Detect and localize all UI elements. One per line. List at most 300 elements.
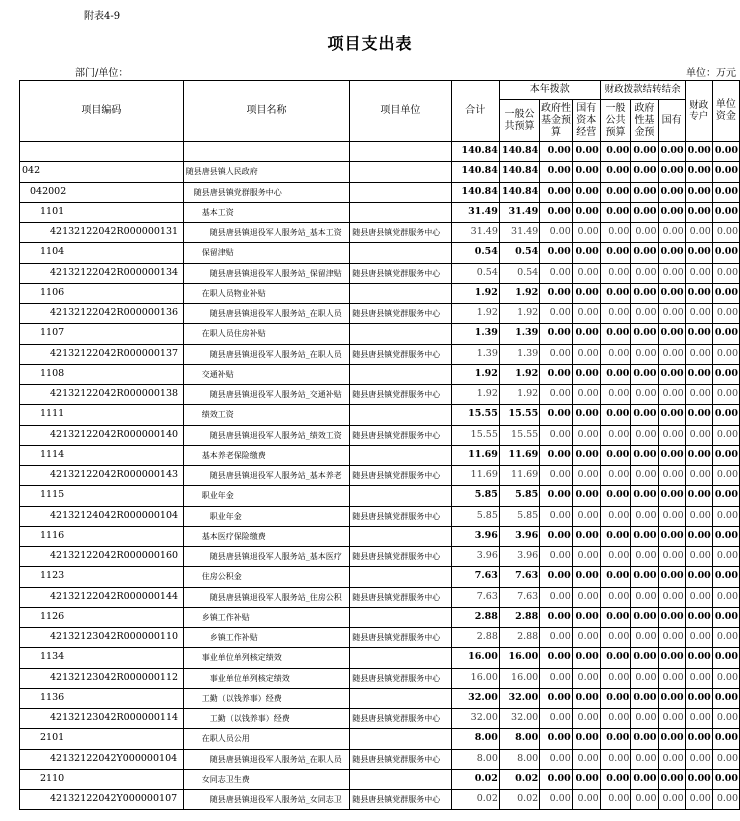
- amount-cell: 0.00: [685, 607, 712, 627]
- project-code-cell: 42132122042R000000138: [20, 385, 184, 405]
- amount-cell: 0.00: [658, 749, 685, 769]
- amount-cell: 0.00: [685, 142, 712, 162]
- header-code: 项目编码: [20, 81, 184, 142]
- amount-cell: 0.00: [600, 607, 631, 627]
- project-name-cell: 随县唐县镇党群服务中心: [183, 182, 350, 202]
- amount-cell: 0.00: [572, 729, 600, 749]
- amount-cell: 0.00: [658, 223, 685, 243]
- amount-cell: 0.00: [712, 142, 739, 162]
- project-code-cell: 42132122042R000000143: [20, 466, 184, 486]
- project-org-cell: [350, 283, 451, 303]
- amount-cell: 0.00: [540, 526, 573, 546]
- project-code-cell: [20, 142, 184, 162]
- amount-cell: 0.00: [631, 364, 658, 384]
- page-title: 项目支出表: [327, 34, 413, 53]
- amount-cell: 0.00: [685, 668, 712, 688]
- amount-cell: 0.00: [712, 425, 739, 445]
- project-code-cell: 1136: [20, 688, 184, 708]
- amount-cell: 0.00: [572, 506, 600, 526]
- table-row: [20, 405, 740, 425]
- amount-cell: 140.84: [499, 182, 539, 202]
- amount-cell: 0.00: [600, 202, 631, 222]
- amount-cell: 0.00: [685, 364, 712, 384]
- project-org-cell: 随县唐县镇党群服务中心: [350, 668, 451, 688]
- amount-cell: 0.00: [572, 466, 600, 486]
- project-code-cell: 42132122042R000000136: [20, 304, 184, 324]
- amount-cell: 0.00: [540, 668, 573, 688]
- project-name-cell: 随县唐县镇退役军人服务站_基本养老: [183, 466, 350, 486]
- amount-cell: 0.00: [685, 223, 712, 243]
- amount-cell: 31.49: [499, 202, 539, 222]
- table-row: [20, 526, 740, 546]
- amount-cell: 0.00: [712, 790, 739, 810]
- amount-cell: 0.00: [712, 648, 739, 668]
- amount-cell: 0.00: [572, 769, 600, 789]
- amount-cell: 0.00: [658, 243, 685, 263]
- amount-cell: 0.00: [600, 324, 631, 344]
- amount-cell: 5.85: [451, 486, 499, 506]
- amount-cell: 8.00: [499, 749, 539, 769]
- project-code-cell: 42132122042R000000160: [20, 547, 184, 567]
- project-org-cell: [350, 486, 451, 506]
- amount-cell: 0.00: [540, 729, 573, 749]
- project-code-cell: 42132122042R000000134: [20, 263, 184, 283]
- amount-cell: 0.00: [572, 304, 600, 324]
- project-name-cell: 在职人员公用: [183, 729, 350, 749]
- project-org-cell: [350, 729, 451, 749]
- amount-cell: 0.00: [631, 709, 658, 729]
- amount-cell: 5.85: [499, 506, 539, 526]
- amount-cell: 0.00: [685, 162, 712, 182]
- project-org-cell: [350, 769, 451, 789]
- amount-cell: 0.00: [631, 142, 658, 162]
- amount-cell: 0.00: [631, 486, 658, 506]
- table-row: [20, 506, 740, 526]
- project-org-cell: [350, 243, 451, 263]
- amount-cell: 0.00: [658, 202, 685, 222]
- amount-cell: 0.00: [572, 709, 600, 729]
- amount-cell: 0.00: [631, 466, 658, 486]
- amount-cell: 0.00: [658, 425, 685, 445]
- amount-cell: 0.00: [685, 790, 712, 810]
- header-org: 项目单位: [350, 81, 451, 142]
- amount-cell: 0.00: [540, 385, 573, 405]
- project-name-cell: 女同志卫生费: [183, 769, 350, 789]
- header-current-year: 本年拨款: [499, 81, 600, 100]
- amount-cell: 11.69: [499, 445, 539, 465]
- project-code-cell: 1106: [20, 283, 184, 303]
- amount-cell: 0.00: [658, 142, 685, 162]
- project-org-cell: 随县唐县镇党群服务中心: [350, 466, 451, 486]
- project-code-cell: 42132123042R000000112: [20, 668, 184, 688]
- project-name-cell: 随县唐县镇退役军人服务站_女同志卫: [183, 790, 350, 810]
- amount-cell: 0.00: [540, 749, 573, 769]
- amount-cell: 0.00: [712, 283, 739, 303]
- project-org-cell: 随县唐县镇党群服务中心: [350, 709, 451, 729]
- amount-cell: 0.00: [600, 425, 631, 445]
- amount-cell: 0.00: [685, 769, 712, 789]
- amount-cell: 0.00: [712, 688, 739, 708]
- amount-cell: 0.00: [712, 466, 739, 486]
- project-name-cell: 绩效工资: [183, 405, 350, 425]
- project-expenditure-table: [19, 80, 740, 810]
- amount-cell: 0.00: [600, 790, 631, 810]
- table-row: [20, 162, 740, 182]
- amount-cell: 0.00: [600, 223, 631, 243]
- project-org-cell: [350, 607, 451, 627]
- amount-cell: 0.00: [658, 182, 685, 202]
- table-row: [20, 243, 740, 263]
- amount-cell: 5.85: [499, 486, 539, 506]
- project-code-cell: 1108: [20, 364, 184, 384]
- project-code-cell: 1101: [20, 202, 184, 222]
- table-row: [20, 769, 740, 789]
- project-name-cell: 乡镇工作补贴: [183, 607, 350, 627]
- table-row: [20, 466, 740, 486]
- amount-cell: 1.39: [499, 324, 539, 344]
- amount-cell: 0.02: [499, 769, 539, 789]
- amount-cell: 0.00: [540, 628, 573, 648]
- header-unit-funds: 单位资金: [712, 81, 739, 142]
- project-code-cell: 42132123042R000000114: [20, 709, 184, 729]
- amount-cell: 0.00: [685, 709, 712, 729]
- header-special-account: 财政专户: [685, 81, 712, 142]
- amount-cell: 0.00: [712, 344, 739, 364]
- project-code-cell: 2101: [20, 729, 184, 749]
- amount-cell: 0.00: [572, 324, 600, 344]
- amount-cell: 16.00: [451, 668, 499, 688]
- amount-cell: 0.00: [712, 547, 739, 567]
- amount-cell: 0.00: [712, 526, 739, 546]
- amount-cell: 7.63: [451, 567, 499, 587]
- amount-cell: 0.00: [600, 769, 631, 789]
- table-header: [20, 81, 740, 142]
- amount-cell: 0.00: [600, 405, 631, 425]
- header-carryover-state: 国有: [658, 100, 685, 142]
- amount-cell: 31.49: [451, 202, 499, 222]
- amount-cell: 1.92: [499, 364, 539, 384]
- table-body: [20, 142, 740, 810]
- project-code-cell: 2110: [20, 769, 184, 789]
- amount-cell: 0.00: [540, 567, 573, 587]
- amount-cell: 0.00: [712, 709, 739, 729]
- amount-cell: 0.00: [572, 162, 600, 182]
- project-org-cell: 随县唐县镇党群服务中心: [350, 385, 451, 405]
- amount-cell: 0.00: [658, 405, 685, 425]
- table-row: [20, 628, 740, 648]
- project-org-cell: [350, 364, 451, 384]
- amount-cell: 0.00: [658, 668, 685, 688]
- amount-cell: 1.92: [499, 385, 539, 405]
- amount-cell: 0.00: [685, 243, 712, 263]
- amount-cell: 140.84: [451, 142, 499, 162]
- amount-cell: 1.92: [451, 364, 499, 384]
- project-name-cell: 基本养老保险缴费: [183, 445, 350, 465]
- header-state-capital: 国有资本经营: [572, 100, 600, 142]
- amount-cell: 0.00: [658, 688, 685, 708]
- amount-cell: 0.00: [540, 182, 573, 202]
- amount-cell: 1.92: [451, 385, 499, 405]
- department-label: 部门/单位：: [75, 68, 129, 79]
- amount-cell: 0.00: [631, 202, 658, 222]
- amount-cell: 11.69: [499, 466, 539, 486]
- project-org-cell: 随县唐县镇党群服务中心: [350, 506, 451, 526]
- amount-cell: 0.00: [658, 709, 685, 729]
- amount-cell: 0.00: [600, 628, 631, 648]
- amount-cell: 2.88: [451, 628, 499, 648]
- amount-cell: 140.84: [499, 142, 539, 162]
- amount-cell: 0.00: [572, 668, 600, 688]
- amount-cell: 0.00: [572, 526, 600, 546]
- amount-cell: 2.88: [451, 607, 499, 627]
- amount-cell: 0.00: [600, 344, 631, 364]
- amount-cell: 15.55: [499, 405, 539, 425]
- amount-cell: 2.88: [499, 628, 539, 648]
- amount-cell: 0.00: [540, 445, 573, 465]
- amount-cell: 0.00: [658, 567, 685, 587]
- table-row: [20, 385, 740, 405]
- project-code-cell: 1115: [20, 486, 184, 506]
- amount-cell: 0.00: [658, 466, 685, 486]
- amount-cell: 0.00: [600, 182, 631, 202]
- amount-cell: 0.00: [600, 648, 631, 668]
- amount-cell: 0.00: [572, 364, 600, 384]
- project-org-cell: [350, 648, 451, 668]
- table-row: [20, 607, 740, 627]
- project-name-cell: 随县唐县镇退役军人服务站_基本工资: [183, 223, 350, 243]
- project-code-cell: 1116: [20, 526, 184, 546]
- amount-cell: 0.00: [631, 506, 658, 526]
- project-org-cell: [350, 445, 451, 465]
- amount-cell: 0.00: [631, 547, 658, 567]
- amount-cell: 0.00: [600, 142, 631, 162]
- amount-cell: 0.00: [712, 223, 739, 243]
- amount-cell: 0.00: [712, 628, 739, 648]
- annex-label: 附表4-9: [84, 11, 121, 22]
- table-row: [20, 283, 740, 303]
- amount-cell: 0.00: [572, 223, 600, 243]
- amount-cell: 0.00: [712, 202, 739, 222]
- amount-cell: 0.00: [600, 688, 631, 708]
- project-org-cell: 随县唐县镇党群服务中心: [350, 263, 451, 283]
- amount-cell: 0.00: [658, 162, 685, 182]
- amount-cell: 0.00: [540, 405, 573, 425]
- project-org-cell: [350, 182, 451, 202]
- amount-cell: 1.92: [499, 304, 539, 324]
- amount-cell: 0.00: [685, 445, 712, 465]
- project-name-cell: 随县唐县镇退役军人服务站_交通补贴: [183, 385, 350, 405]
- unit-label: 单位：万元: [686, 68, 736, 79]
- amount-cell: 140.84: [451, 182, 499, 202]
- project-org-cell: [350, 162, 451, 182]
- amount-cell: 0.00: [658, 607, 685, 627]
- amount-cell: 3.96: [499, 526, 539, 546]
- amount-cell: 0.00: [572, 243, 600, 263]
- amount-cell: 140.84: [499, 162, 539, 182]
- amount-cell: 0.00: [658, 445, 685, 465]
- amount-cell: 0.00: [631, 223, 658, 243]
- amount-cell: 0.00: [631, 263, 658, 283]
- project-name-cell: 随县唐县镇退役军人服务站_在职人员: [183, 749, 350, 769]
- project-org-cell: 随县唐县镇党群服务中心: [350, 749, 451, 769]
- amount-cell: 1.39: [451, 324, 499, 344]
- amount-cell: 0.00: [631, 729, 658, 749]
- project-org-cell: [350, 567, 451, 587]
- amount-cell: 0.00: [685, 749, 712, 769]
- table-row: [20, 547, 740, 567]
- amount-cell: 0.00: [600, 162, 631, 182]
- amount-cell: 31.49: [451, 223, 499, 243]
- amount-cell: 0.00: [712, 445, 739, 465]
- amount-cell: 32.00: [451, 688, 499, 708]
- amount-cell: 140.84: [451, 162, 499, 182]
- amount-cell: 0.00: [600, 506, 631, 526]
- amount-cell: 0.00: [600, 668, 631, 688]
- amount-cell: 0.00: [572, 790, 600, 810]
- amount-cell: 0.00: [658, 385, 685, 405]
- project-org-cell: [350, 202, 451, 222]
- amount-cell: 7.63: [499, 587, 539, 607]
- table-row: [20, 445, 740, 465]
- header-general-budget: 一般公共预算: [499, 100, 539, 142]
- amount-cell: 0.00: [685, 324, 712, 344]
- amount-cell: 0.00: [540, 688, 573, 708]
- amount-cell: 8.00: [499, 729, 539, 749]
- amount-cell: 0.00: [712, 263, 739, 283]
- amount-cell: 0.00: [600, 466, 631, 486]
- project-org-cell: [350, 405, 451, 425]
- project-org-cell: 随县唐县镇党群服务中心: [350, 304, 451, 324]
- project-name-cell: 随县唐县镇退役军人服务站_绩效工资: [183, 425, 350, 445]
- amount-cell: 0.00: [600, 243, 631, 263]
- amount-cell: 0.00: [631, 385, 658, 405]
- amount-cell: 1.92: [499, 283, 539, 303]
- amount-cell: 0.00: [631, 162, 658, 182]
- project-name-cell: 基本工资: [183, 202, 350, 222]
- amount-cell: 0.00: [572, 749, 600, 769]
- amount-cell: 0.00: [540, 607, 573, 627]
- amount-cell: 0.00: [572, 202, 600, 222]
- project-org-cell: [350, 688, 451, 708]
- amount-cell: 1.92: [451, 304, 499, 324]
- table-row: [20, 749, 740, 769]
- amount-cell: 16.00: [499, 668, 539, 688]
- amount-cell: 0.00: [658, 304, 685, 324]
- amount-cell: 0.00: [631, 182, 658, 202]
- amount-cell: 0.00: [540, 304, 573, 324]
- amount-cell: 0.00: [631, 749, 658, 769]
- amount-cell: 0.00: [658, 364, 685, 384]
- amount-cell: 0.00: [685, 486, 712, 506]
- amount-cell: 0.00: [685, 587, 712, 607]
- amount-cell: 0.54: [451, 263, 499, 283]
- amount-cell: 2.88: [499, 607, 539, 627]
- amount-cell: 0.00: [631, 790, 658, 810]
- amount-cell: 0.00: [685, 344, 712, 364]
- amount-cell: 0.00: [600, 283, 631, 303]
- amount-cell: 3.96: [451, 526, 499, 546]
- table-row: [20, 486, 740, 506]
- project-org-cell: 随县唐县镇党群服务中心: [350, 587, 451, 607]
- table-row: [20, 648, 740, 668]
- amount-cell: 0.00: [631, 688, 658, 708]
- amount-cell: 0.00: [712, 486, 739, 506]
- amount-cell: 16.00: [499, 648, 539, 668]
- amount-cell: 0.00: [712, 162, 739, 182]
- amount-cell: 0.00: [631, 283, 658, 303]
- project-code-cell: 042002: [20, 182, 184, 202]
- project-org-cell: 随县唐县镇党群服务中心: [350, 790, 451, 810]
- table-row: [20, 324, 740, 344]
- project-code-cell: 42132122042R000000144: [20, 587, 184, 607]
- project-org-cell: [350, 324, 451, 344]
- project-code-cell: 42132122042Y000000104: [20, 749, 184, 769]
- amount-cell: 0.00: [712, 769, 739, 789]
- amount-cell: 32.00: [499, 709, 539, 729]
- header-carryover: 财政拨款结转结余: [600, 81, 685, 100]
- project-code-cell: 1123: [20, 567, 184, 587]
- project-name-cell: 职业年金: [183, 486, 350, 506]
- amount-cell: 0.00: [572, 385, 600, 405]
- project-name-cell: 在职人员住房补贴: [183, 324, 350, 344]
- amount-cell: 16.00: [451, 648, 499, 668]
- project-name-cell: 在职人员物业补贴: [183, 283, 350, 303]
- amount-cell: 0.00: [600, 486, 631, 506]
- amount-cell: 1.39: [499, 344, 539, 364]
- amount-cell: 0.00: [600, 526, 631, 546]
- amount-cell: 0.00: [540, 263, 573, 283]
- project-name-cell: 随县唐县镇退役军人服务站_基本医疗: [183, 547, 350, 567]
- amount-cell: 0.00: [540, 283, 573, 303]
- project-code-cell: 42132122042R000000131: [20, 223, 184, 243]
- project-name-cell: 住房公积金: [183, 567, 350, 587]
- table-row: [20, 182, 740, 202]
- amount-cell: 0.00: [540, 648, 573, 668]
- amount-cell: 0.00: [658, 587, 685, 607]
- amount-cell: 0.00: [712, 304, 739, 324]
- project-name-cell: 交通补贴: [183, 364, 350, 384]
- amount-cell: 0.00: [631, 304, 658, 324]
- amount-cell: 0.00: [572, 283, 600, 303]
- amount-cell: 0.00: [631, 425, 658, 445]
- project-name-cell: 事业单位单列核定绩效: [183, 648, 350, 668]
- amount-cell: 0.00: [658, 790, 685, 810]
- amount-cell: 0.00: [540, 466, 573, 486]
- amount-cell: 0.02: [451, 790, 499, 810]
- amount-cell: 3.96: [499, 547, 539, 567]
- project-name-cell: 工勤（以钱养事）经费: [183, 709, 350, 729]
- project-code-cell: 1114: [20, 445, 184, 465]
- amount-cell: 0.00: [600, 729, 631, 749]
- amount-cell: 0.00: [540, 142, 573, 162]
- amount-cell: 0.00: [685, 283, 712, 303]
- amount-cell: 1.39: [451, 344, 499, 364]
- project-code-cell: 1134: [20, 648, 184, 668]
- project-code-cell: 42132123042R000000110: [20, 628, 184, 648]
- amount-cell: 11.69: [451, 445, 499, 465]
- project-org-cell: 随县唐县镇党群服务中心: [350, 425, 451, 445]
- table-row: [20, 142, 740, 162]
- amount-cell: 0.00: [712, 364, 739, 384]
- amount-cell: 0.00: [631, 607, 658, 627]
- amount-cell: 32.00: [451, 709, 499, 729]
- amount-cell: 0.00: [685, 567, 712, 587]
- amount-cell: 0.54: [451, 243, 499, 263]
- amount-cell: 0.00: [631, 628, 658, 648]
- project-code-cell: 42132122042R000000140: [20, 425, 184, 445]
- amount-cell: 0.00: [658, 547, 685, 567]
- table-row: [20, 344, 740, 364]
